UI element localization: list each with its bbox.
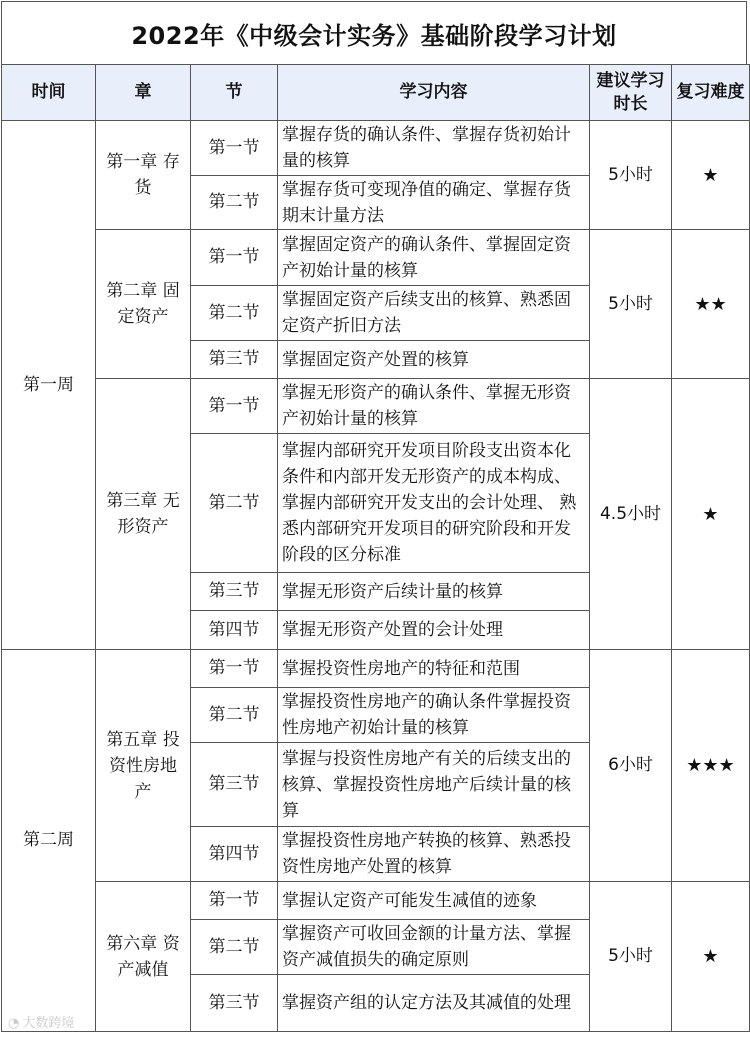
section-cell: 第一节 <box>191 121 278 176</box>
content-cell: 掌握存货可变现净值的确定、掌握存货期末计量方法 <box>278 176 590 230</box>
table-row <box>2 230 750 286</box>
section-cell: 第一节 <box>191 379 278 434</box>
table-row <box>2 882 750 920</box>
content-cell: 掌握存货的确认条件、掌握存货初始计量的核算 <box>278 121 590 176</box>
content-cell: 掌握固定资产的确认条件、掌握固定资产初始计量的核算 <box>278 230 590 286</box>
section-cell: 第二节 <box>191 286 278 341</box>
watermark <box>8 1012 74 1031</box>
section-cell: 第一节 <box>191 882 278 920</box>
content-cell: 掌握固定资产处置的核算 <box>278 341 590 379</box>
content-cell: 掌握无形资产处置的会计处理 <box>278 611 590 650</box>
chapter-cell: 第三章 无形资产 <box>96 379 191 650</box>
section-cell: 第三节 <box>191 341 278 379</box>
content-cell: 掌握内部研究开发项目阶段支出资本化条件和内部开发无形资产的成本构成、 掌握内部研究开发支出的会计处理、 熟悉内部研究开发项目的研究阶段和开发阶段的区分标准 <box>278 434 590 573</box>
header-chapter: 章 <box>96 65 191 121</box>
section-cell: 第一节 <box>191 650 278 688</box>
content-cell: 掌握无形资产后续计量的核算 <box>278 573 590 611</box>
section-cell: 第三节 <box>191 743 278 827</box>
difficulty-stars: ★★★ <box>672 650 750 882</box>
content-cell: 掌握投资性房地产的特征和范围 <box>278 650 590 688</box>
header-content: 学习内容 <box>278 65 590 121</box>
content-cell: 掌握投资性房地产的确认条件掌握投资性房地产初始计量的核算 <box>278 688 590 743</box>
difficulty-stars: ★★ <box>672 230 750 379</box>
header-section: 节 <box>191 65 278 121</box>
content-cell: 掌握资产可收回金额的计量方法、掌握资产减值损失的确定原则 <box>278 920 590 975</box>
week-cell: 第二周 <box>2 650 96 1032</box>
section-cell: 第二节 <box>191 176 278 230</box>
section-cell: 第二节 <box>191 688 278 743</box>
header-time: 时间 <box>2 65 96 121</box>
section-cell: 第三节 <box>191 573 278 611</box>
week-cell: 第一周 <box>2 121 96 650</box>
section-cell: 第三节 <box>191 975 278 1032</box>
hours-cell: 5小时 <box>590 121 672 230</box>
hours-cell: 5小时 <box>590 882 672 1032</box>
header-difficulty: 复习难度 <box>672 65 750 121</box>
difficulty-stars: ★ <box>672 882 750 1032</box>
content-cell: 掌握无形资产的确认条件、掌握无形资产初始计量的核算 <box>278 379 590 434</box>
content-cell: 掌握认定资产可能发生减值的迹象 <box>278 882 590 920</box>
hours-cell: 5小时 <box>590 230 672 379</box>
section-cell: 第四节 <box>191 827 278 882</box>
hours-cell: 6小时 <box>590 650 672 882</box>
content-cell: 掌握投资性房地产转换的核算、熟悉投资性房地产处置的核算 <box>278 827 590 882</box>
chapter-cell: 第二章 固定资产 <box>96 230 191 379</box>
table-row <box>2 379 750 434</box>
table-row <box>2 650 750 688</box>
study-plan-table <box>1 64 750 1032</box>
section-cell: 第一节 <box>191 230 278 286</box>
section-cell: 第四节 <box>191 611 278 650</box>
watermark-text: 大数跨境 <box>22 1016 75 1031</box>
chapter-cell: 第一章 存货 <box>96 121 191 230</box>
page-title: 2022年《中级会计实务》基础阶段学习计划 <box>1 1 747 65</box>
difficulty-stars: ★ <box>672 379 750 650</box>
section-cell: 第二节 <box>191 434 278 573</box>
table-body <box>2 121 750 1032</box>
chapter-cell: 第五章 投资性房地产 <box>96 650 191 882</box>
hours-cell: 4.5小时 <box>590 379 672 650</box>
table-row <box>2 121 750 176</box>
header-row <box>2 65 750 121</box>
section-cell: 第二节 <box>191 920 278 975</box>
header-hours: 建议学习时长 <box>590 65 672 121</box>
content-cell: 掌握资产组的认定方法及其减值的处理 <box>278 975 590 1032</box>
weibo-icon: ◔ <box>8 1016 20 1031</box>
difficulty-stars: ★ <box>672 121 750 230</box>
content-cell: 掌握与投资性房地产有关的后续支出的核算、掌握投资性房地产后续计量的核算 <box>278 743 590 827</box>
chapter-cell: 第六章 资产减值 <box>96 882 191 1032</box>
content-cell: 掌握固定资产后续支出的核算、熟悉固定资产折旧方法 <box>278 286 590 341</box>
